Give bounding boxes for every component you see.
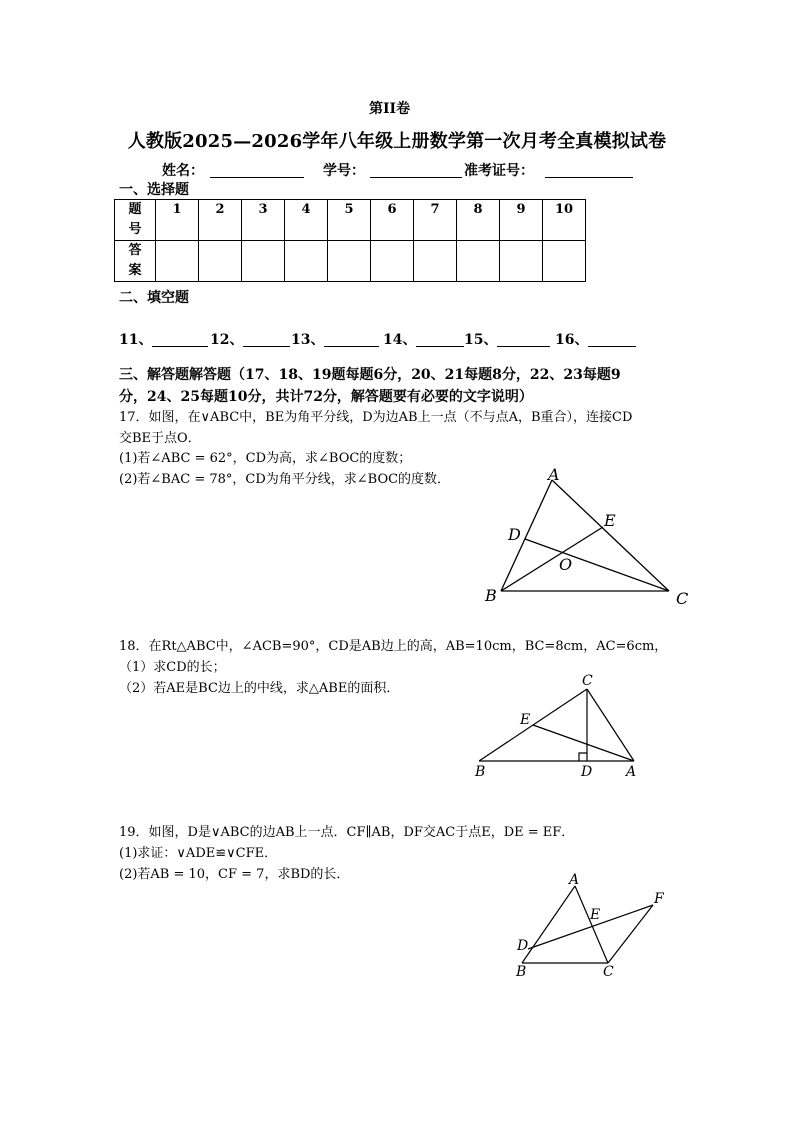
q18-line1: 18．在Rt△ABC中，∠ACB=90°，CD是AB边上的高，AB=10cm，BC=8cm，AC=6cm， — [119, 639, 668, 654]
q17-line2: 交BE于点O． — [119, 431, 201, 446]
label-b: B — [516, 964, 527, 980]
label-d: D — [581, 764, 593, 780]
answer-cell[interactable] — [500, 241, 543, 282]
number-cell: 6 — [371, 200, 414, 241]
part-label: 第II卷 — [369, 101, 411, 117]
blank-label-12: 12、 — [210, 332, 244, 348]
blank-label-11: 11、 — [119, 332, 153, 348]
name-blank[interactable] — [210, 177, 304, 178]
label-a: A — [569, 872, 580, 888]
answer-cell[interactable] — [285, 241, 328, 282]
right-angle-mark — [579, 753, 587, 761]
label-d: D — [508, 525, 521, 544]
segment-ab — [522, 886, 575, 963]
q19-line1: 19．如图，D是∨ABC的边AB上一点．CF∥AB，DF交AC于点E，DE = EF． — [119, 825, 575, 840]
section3-heading-line2: 分，24、25每题10分，共计72分，解答题要有必要的文字说明） — [119, 389, 533, 405]
number-cell: 1 — [156, 200, 199, 241]
blank-14[interactable] — [416, 346, 464, 347]
section3-heading-line1: 三、解答题解答题（17、18、19题每题6分，20、21每题8分，22、23每题9 — [119, 367, 621, 383]
student-id-blank[interactable] — [370, 177, 462, 178]
q17-part2: (2)若∠BAC = 78°，CD为角平分线，求∠BOC的度数． — [119, 472, 451, 487]
section1-heading: 一、选择题 — [119, 182, 189, 198]
q17-line1: 17．如图，在∨ABC中，BE为角平分线，D为边AB上一点（不与点A，B重合），连接CD — [119, 410, 633, 425]
answer-cell[interactable] — [414, 241, 457, 282]
blank-15[interactable] — [497, 346, 550, 347]
label-c: C — [676, 589, 689, 608]
blank-label-15: 15、 — [464, 332, 498, 348]
blank-label-16: 16、 — [555, 332, 589, 348]
label-a: A — [626, 764, 637, 780]
answer-cell[interactable] — [328, 241, 371, 282]
blank-11[interactable] — [152, 346, 208, 347]
label-e: E — [520, 712, 531, 728]
segment-cf — [608, 905, 653, 963]
header-cell: 题 号 — [115, 200, 156, 241]
q19-part2: (2)若AB = 10，CF = 7，求BD的长． — [119, 867, 350, 882]
segment-ac — [575, 886, 608, 963]
segment-ac — [552, 480, 669, 591]
number-cell: 5 — [328, 200, 371, 241]
blank-label-13: 13、 — [291, 332, 325, 348]
answer-table — [114, 199, 586, 282]
label-e: E — [590, 907, 601, 923]
label-e: E — [604, 511, 616, 530]
number-cell: 4 — [285, 200, 328, 241]
q18-part2: （2）若AE是BC边上的中线，求△ABE的面积． — [119, 681, 400, 696]
blank-12[interactable] — [243, 346, 290, 347]
number-cell: 7 — [414, 200, 457, 241]
number-cell: 9 — [500, 200, 543, 241]
answer-cell[interactable] — [457, 241, 500, 282]
exam-id-label: 准考证号： — [464, 163, 534, 179]
section2-heading: 二、填空题 — [119, 290, 189, 306]
label-b: B — [485, 586, 497, 605]
table-row — [115, 241, 586, 282]
table-row — [115, 200, 586, 241]
exam-title: 人教版2025—2026学年八年级上册数学第一次月考全真模拟试卷 — [127, 131, 667, 152]
segment-ca — [587, 689, 634, 761]
q17-figure — [470, 460, 700, 610]
number-cell: 3 — [242, 200, 285, 241]
q18-part1: （1）求CD的长； — [119, 660, 226, 675]
header-cell: 答 案 — [115, 241, 156, 282]
student-id-label: 学号： — [323, 163, 365, 179]
label-d: D — [517, 938, 529, 954]
label-c: C — [603, 964, 614, 980]
label-b: B — [475, 764, 486, 780]
number-cell: 10 — [543, 200, 586, 241]
blank-16[interactable] — [588, 346, 636, 347]
label-c: C — [582, 673, 593, 689]
number-cell: 2 — [199, 200, 242, 241]
label-f: F — [654, 891, 664, 907]
blank-label-14: 14、 — [383, 332, 417, 348]
answer-cell[interactable] — [242, 241, 285, 282]
answer-cell[interactable] — [371, 241, 414, 282]
name-label: 姓名： — [162, 163, 204, 179]
q19-part1: (1)求证：∨ADE≌∨CFE． — [119, 846, 278, 861]
answer-cell[interactable] — [543, 241, 586, 282]
q19-figure — [500, 868, 680, 983]
q18-figure — [470, 670, 650, 782]
exam-id-blank[interactable] — [545, 177, 633, 178]
answer-cell[interactable] — [199, 241, 242, 282]
number-cell: 8 — [457, 200, 500, 241]
label-a: A — [548, 465, 560, 484]
answer-cell[interactable] — [156, 241, 199, 282]
q17-part1: (1)若∠ABC = 62°，CD为高，求∠BOC的度数； — [119, 451, 412, 466]
blank-13[interactable] — [324, 346, 379, 347]
label-o: O — [559, 555, 573, 574]
segment-ae — [533, 725, 634, 761]
segment-cd — [525, 539, 669, 591]
